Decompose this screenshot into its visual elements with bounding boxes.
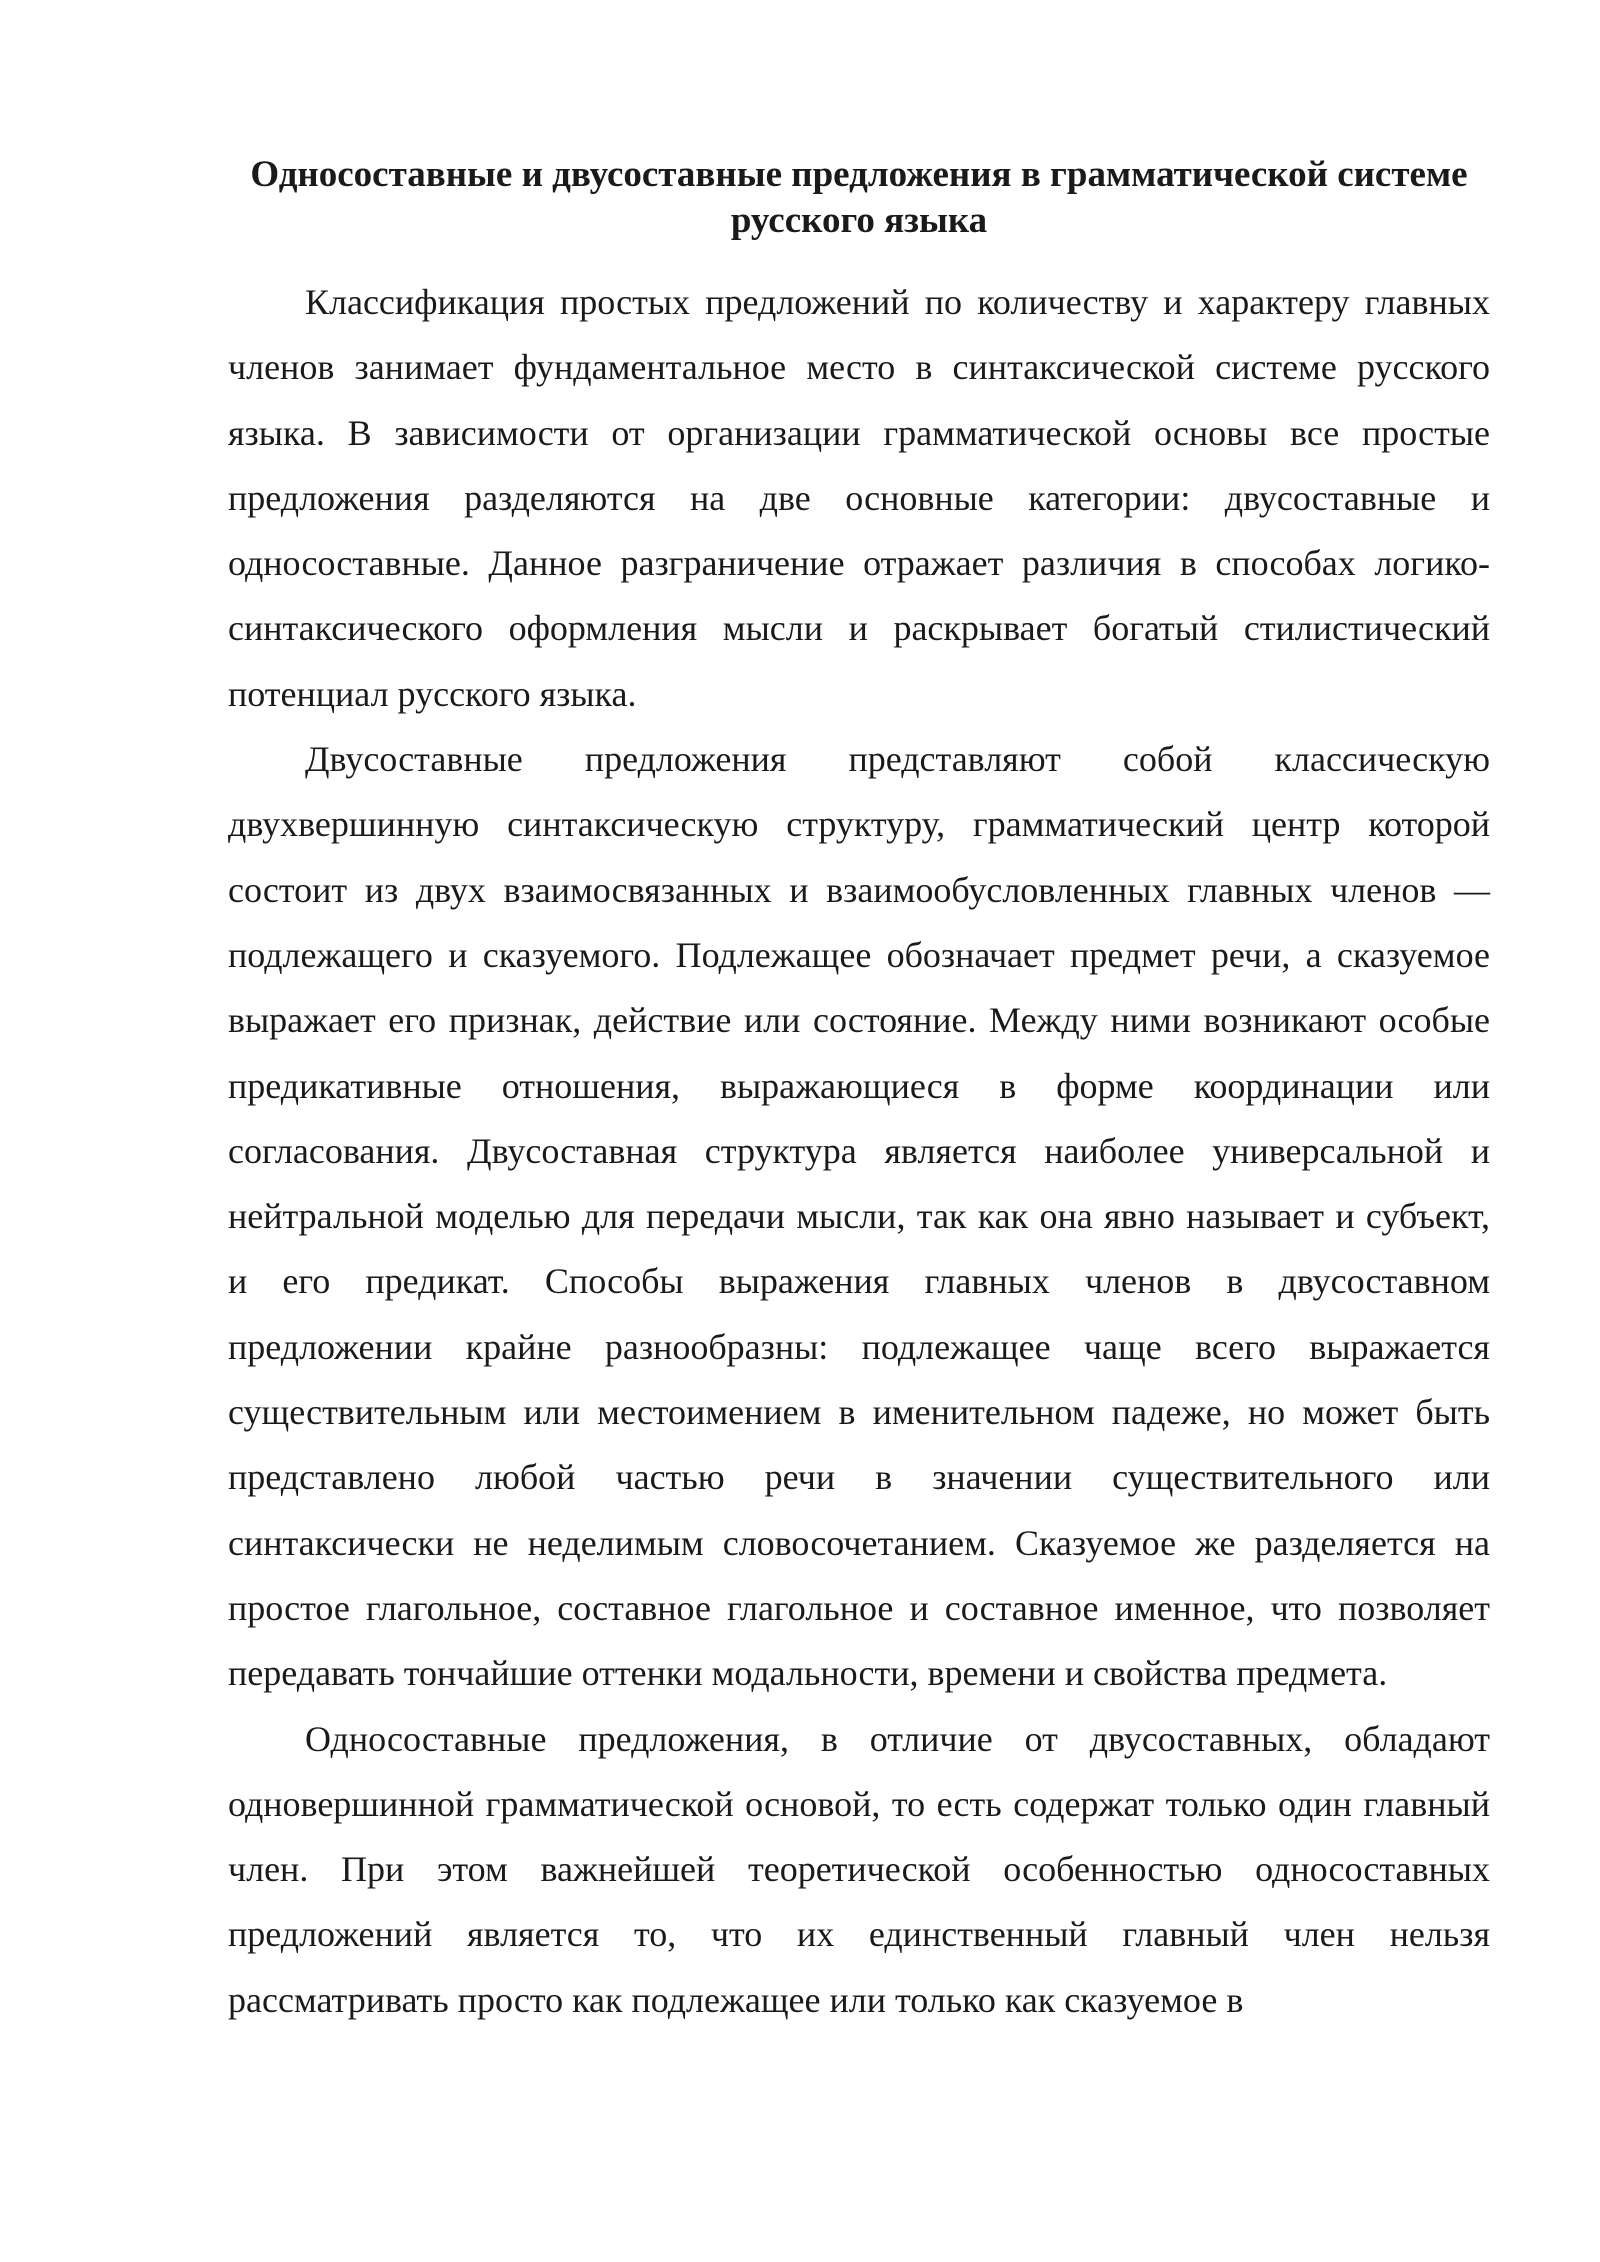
- paragraph-one-member-sentences: Односоставные предложения, в отличие от двусоставных, обладают одновершинной грамматической основой, то есть содержат только один главный член. При этом важнейшей теоретической особенностью односоставных предложений является то, что их единственный главный член нельзя рассматривать просто как подлежащее или только как сказуемое в: [228, 1718, 1490, 2020]
- paragraph-two-member-sentences: Двусоставные предложения представляют собой классическую двухвершинную синтаксическую структуру, грамматический центр которой состоит из двух взаимосвязанных и взаимообусловленных главных членов — подлежащего и сказуемого. Подлежащее обозначает предмет речи, а сказуемое выражает его признак, действие или состояние. Между ними возникают особые предикативные отношения, выражающиеся в форме координации или согласования. Двусоставная структура является наиболее универсальной и нейтральной моделью для передачи мысли, так как она явно называет и субъект, и его предикат. Способы выражения главных членов в двусоставном предложении крайне разнообразны: подлежащее чаще всего выражается существительным или местоимением в именительном падеже, но может быть представлено любой частью речи в значении существительного или синтаксически не неделимым словосочетанием. Сказуемое же разделяется на простое глагольное, составное глагольное и составное именное, что позволяет передавать тончайшие оттенки модальности, времени и свойства предмета.: [228, 739, 1490, 1694]
- document-body: [228, 270, 1490, 2033]
- document-title: Односоставные и двусоставные предложения в грамматической системе русского языка: [250, 154, 1468, 241]
- paragraph-classification: Классификация простых предложений по количеству и характеру главных членов занимает фундаментальное место в синтаксической системе русского языка. В зависимости от организации грамматической основы все простые предложения разделяются на две основные категории: двусоставные и односоставные. Данное разграничение отражает различия в способах логико-синтаксического оформления мысли и раскрывает богатый стилистический потенциал русского языка.: [228, 282, 1490, 714]
